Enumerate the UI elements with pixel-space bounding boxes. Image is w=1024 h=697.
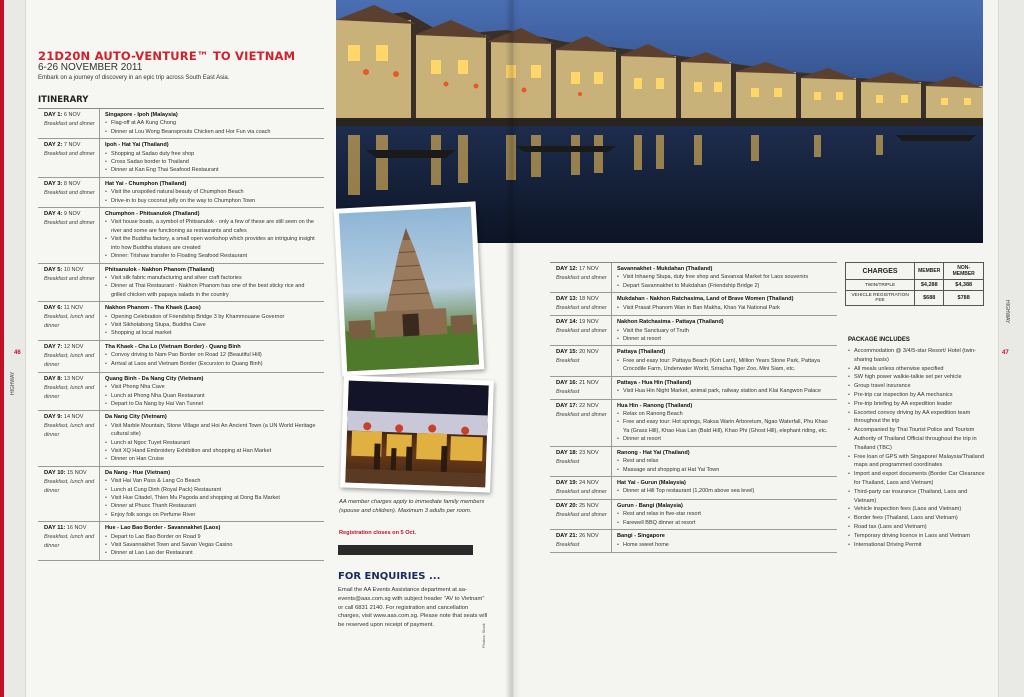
activity-item: • Lunch at Phong Nha Quan Restaurant <box>105 392 320 400</box>
activity-item: • Relax on Ranong Beach <box>617 410 833 418</box>
charges-nonmember-price: $4,388 <box>944 280 984 291</box>
activity-item: • Enjoy folk songs on Perfume River <box>105 511 320 519</box>
day-date: 13 NOV <box>63 375 84 382</box>
activity-item: • Rest and relax <box>617 457 833 465</box>
itinerary-day-cell <box>38 522 100 560</box>
route-title: Gurun - Bangi (Malaysia) <box>617 502 683 509</box>
package-list <box>848 347 986 549</box>
day-number: DAY 20: <box>556 502 578 509</box>
day-date: 11 NOV <box>63 305 84 312</box>
route-title: Chumphon - Phitsanulok (Thailand) <box>105 211 200 218</box>
activity-item: • Visit Inhaeng Stupa, duty free shop and Savanxai Market for Laos souvenirs <box>617 273 833 281</box>
day-number: DAY 8: <box>44 375 63 382</box>
itinerary-details-cell <box>100 411 324 465</box>
package-item: • Vehicle inspection fees (Laos and Vietnam) <box>848 505 986 514</box>
activity-item: • Shopping at Sadao duty free shop <box>105 150 320 158</box>
day-date: 6 NOV <box>63 112 81 118</box>
itinerary-details-cell <box>612 530 837 552</box>
itinerary-row <box>550 293 837 316</box>
day-meals: Breakfast and dinner <box>556 275 607 281</box>
itinerary-day-cell <box>38 373 100 411</box>
activity-item: • Lunch at Cung Dinh (Royal Pack) Restaurant <box>105 486 320 494</box>
activity-item: • Visit Phong Nha Cave <box>105 383 320 391</box>
activity-item: • Convoy driving to Nam Pao Border on Road 12 (Beautiful Hill) <box>105 351 320 359</box>
day-date: 12 NOV <box>63 343 84 350</box>
itinerary-day-cell <box>38 264 100 302</box>
activity-item: • Shopping at local market <box>105 329 320 337</box>
route-title: Tha Khaek - Cha Lo (Vietnam Border) - Quang Binh <box>105 343 241 350</box>
day-meals: Breakfast and dinner <box>44 189 95 196</box>
day-meals: Breakfast, lunch and dinner <box>44 534 95 550</box>
day-meals: Breakfast, lunch and dinner <box>44 352 95 368</box>
day-date: 9 NOV <box>63 211 81 218</box>
day-number: DAY 7: <box>44 343 63 350</box>
activity-list <box>105 218 320 260</box>
charges-row-label: VEHICLE REGISTRATION FEE <box>846 291 915 306</box>
activity-item: • Dinner at Hill Top restaurant (1,200m above sea level) <box>617 487 833 495</box>
activity-item: • Dinner: Trishaw transfer to Floating Seafood Restaurant <box>105 252 320 260</box>
day-date: 24 NOV <box>579 479 599 486</box>
activity-list <box>617 541 833 549</box>
activity-item: • Dinner at Thai Restaurant - Nakhon Phanom has one of the best sticky rice and grilled chicken with papaya salads in the country <box>105 282 320 299</box>
route-title: Phitsanulok - Nakhon Phanom (Thailand) <box>105 266 215 273</box>
route-title: Mukdahan - Nakhon Ratchasima, Land of Brave Women (Thailand) <box>617 296 794 303</box>
charges-member-price: $688 <box>915 291 944 306</box>
photo-credit: Photos: Stock <box>481 623 486 648</box>
itinerary-row <box>38 178 324 208</box>
itinerary-row <box>550 500 837 530</box>
route-title: Pattaya (Thailand) <box>617 349 666 356</box>
day-number: DAY 6: <box>44 305 63 312</box>
left-edge-accent <box>0 0 4 697</box>
activity-item: • Dinner at Lao Lao der Restaurant <box>105 549 320 557</box>
activity-item: • Visit Hua Hin Night Market, animal park, railway station and Klai Kangwon Palace <box>617 387 833 395</box>
route-title: Bangi - Singapore <box>617 533 665 540</box>
itinerary-details-cell <box>612 377 837 399</box>
temple-illustration <box>339 207 479 372</box>
activity-list <box>617 273 833 290</box>
day-number: DAY 12: <box>556 266 578 272</box>
day-date: 16 NOV <box>66 525 87 532</box>
night-market-photo <box>340 375 494 492</box>
activity-list <box>105 533 320 558</box>
day-date: 7 NOV <box>63 142 81 149</box>
activity-item: • Dinner at resort <box>617 335 833 343</box>
day-date: 20 NOV <box>579 349 599 356</box>
itinerary-details-cell <box>612 447 837 476</box>
charges-row <box>846 280 984 291</box>
route-title: Da Nang - Hue (Vietnam) <box>105 469 171 476</box>
day-date: 19 NOV <box>579 319 599 326</box>
itinerary-details-cell <box>612 400 837 446</box>
enquiries-body: Email the AA Events Assistance department at aa-events@aas.com.sg with subject header "AV to Vietnam" or call 6831 2140. For registration and cancellation charges, visit www.aas.com.sg. Please note that seats will be reserved upon receipt of payment. <box>338 587 488 629</box>
activity-list <box>617 457 833 474</box>
itinerary-day-cell <box>38 302 100 340</box>
day-meals: Breakfast and dinner <box>44 275 95 282</box>
itinerary-row <box>38 302 324 341</box>
day-meals: Breakfast <box>556 358 580 365</box>
itinerary-details-cell <box>612 316 837 345</box>
itinerary-table-right <box>550 262 837 553</box>
itinerary-day-cell <box>38 178 100 207</box>
route-title: Nakhon Ratchasima - Pattaya (Thailand) <box>617 319 724 326</box>
day-meals: Breakfast and dinner <box>556 511 607 518</box>
activity-item: • Home sweet home <box>617 541 833 549</box>
itinerary-details-cell <box>100 341 324 372</box>
itinerary-details-cell <box>100 522 324 560</box>
activity-item: • Visit the unspoiled natural beauty of Chumphon Beach <box>105 188 320 196</box>
day-date: 26 NOV <box>579 533 599 540</box>
left-page-number: 46 <box>14 350 21 356</box>
package-item: • Group travel insurance <box>848 382 986 391</box>
activity-list <box>105 188 320 205</box>
itinerary-details-cell <box>612 477 837 499</box>
charges-nonmember-price: $788 <box>944 291 984 306</box>
activity-list <box>105 119 320 136</box>
activity-item: • Visit Sikhotabong Stupa, Buddha Cave <box>105 321 320 329</box>
itinerary-row <box>550 263 837 293</box>
route-title: Hue - Lao Bao Border - Savannakhet (Laos) <box>105 525 221 532</box>
itinerary-row <box>38 341 324 373</box>
itinerary-table-left <box>38 108 324 561</box>
itinerary-details-cell <box>100 373 324 411</box>
temple-photo <box>334 201 485 376</box>
day-number: DAY 14: <box>556 319 578 326</box>
activity-item: • Massage and shopping at Hat Yai Town <box>617 466 833 474</box>
activity-item: • Dinner at Phuoc Thanh Restaurant <box>105 502 320 510</box>
package-item: • Accompanied by Thai Tourist Police and Tourism Authority of Thailand Official throughout the trip in Thailand (TBC) <box>848 426 986 452</box>
activity-item: • Depart to Da Nang by Hai Van Tunnel <box>105 400 320 408</box>
day-number: DAY 21: <box>556 533 578 540</box>
itinerary-row <box>550 346 837 376</box>
package-item: • Border fees (Thailand, Laos and Vietnam) <box>848 514 986 523</box>
activity-item: • Dinner at Lou Wong Beansprouts Chicken and Hor Fun via coach <box>105 128 320 136</box>
itinerary-row <box>38 264 324 303</box>
package-item: • SW high power walkie-talkie set per vehicle <box>848 373 986 382</box>
activity-item: • Visit XQ Hand Embroidery Exhibition and shopping at Han Market <box>105 447 320 455</box>
activity-list <box>105 477 320 519</box>
itinerary-day-cell <box>550 530 612 552</box>
itinerary-row <box>550 316 837 346</box>
itinerary-details-cell <box>100 264 324 302</box>
route-title: Savannakhet - Mukdahan (Thailand) <box>617 266 713 272</box>
activity-item: • Visit house boats, a symbol of Phitsanulok - only a few of these are still seen on the river and some are functioning as restaurants and cafes <box>105 218 320 235</box>
itinerary-day-cell <box>38 341 100 372</box>
itinerary-row <box>38 109 324 139</box>
activity-item: • Cross Sadao border to Thailand <box>105 158 320 166</box>
day-number: DAY 9: <box>44 414 63 421</box>
divider-bar <box>338 545 473 555</box>
market-illustration <box>345 381 488 488</box>
day-number: DAY 15: <box>556 349 578 356</box>
itinerary-details-cell <box>100 109 324 138</box>
itinerary-row <box>550 377 837 400</box>
activity-list <box>617 357 833 374</box>
itinerary-day-cell <box>38 139 100 177</box>
package-item: • Road tax (Laos and Vietnam) <box>848 523 986 532</box>
activity-list <box>617 410 833 444</box>
activity-list <box>617 510 833 527</box>
day-number: DAY 11: <box>44 525 66 532</box>
day-number: DAY 19: <box>556 479 578 486</box>
activity-item: • Drive-in to buy coconut jelly on the way to Chumphon Town <box>105 197 320 205</box>
route-title: Hua Hin - Ranong (Thailand) <box>617 402 693 409</box>
day-date: 10 NOV <box>63 266 84 273</box>
itinerary-day-cell <box>38 467 100 521</box>
charges-row-label: TWIN/TRIPLE <box>846 280 915 291</box>
day-meals: Breakfast, lunch and dinner <box>44 478 95 494</box>
package-item: • All meals unless otherwise specified <box>848 365 986 374</box>
itinerary-day-cell <box>550 400 612 446</box>
itinerary-row <box>38 139 324 178</box>
route-title: Nakhon Phanom - Tha Khaek (Laos) <box>105 305 201 312</box>
day-number: DAY 18: <box>556 449 578 456</box>
activity-item: • Visit Prasat Phanom Wan in Ban Makha, Khao Yai National Park <box>617 304 833 312</box>
left-side-label: HIGHWAY <box>10 371 16 395</box>
day-date: 22 NOV <box>579 402 599 409</box>
day-date: 18 NOV <box>579 296 599 303</box>
activity-item: • Lunch at Ngoc Tuyet Restaurant <box>105 439 320 447</box>
day-meals: Breakfast and dinner <box>556 328 607 335</box>
charges-row <box>846 291 984 306</box>
day-meals: Breakfast <box>556 542 580 549</box>
itinerary-details-cell <box>100 467 324 521</box>
activity-item: • Opening Celebration of Friendship Bridge 3 by Khammouane Governor <box>105 313 320 321</box>
package-item: • Accommodation @ 3/4/5-star Resort/ Hotel (twin-sharing basis) <box>848 347 986 365</box>
day-number: DAY 5: <box>44 266 63 273</box>
itinerary-day-cell <box>550 293 612 315</box>
package-item: • Escorted convoy driving by AA expedition team throughout the trip <box>848 409 986 427</box>
itinerary-details-cell <box>100 302 324 340</box>
activity-item: • Free and easy tour: Pattaya Beach (Koh Larn), Million Years Stone Park, Pattaya Crocodile Farm, Underwater World, Sriracha Tiger Zoo, Mini Siam, etc. <box>617 357 833 374</box>
itinerary-row <box>38 208 324 263</box>
route-title: Hat Yai - Gurun (Malaysia) <box>617 479 686 486</box>
activity-list <box>617 387 833 395</box>
activity-list <box>105 383 320 408</box>
itinerary-day-cell <box>38 411 100 465</box>
activity-item: • Arrival at Laos and Vietnam Border (Excursion to Quang Binh) <box>105 360 320 368</box>
intro-text: Embark on a journey of discovery in an epic trip across South East Asia. <box>38 75 230 81</box>
route-title: Ipoh - Hat Yai (Thailand) <box>105 142 169 149</box>
day-meals: Breakfast, lunch and dinner <box>44 423 95 439</box>
activity-list <box>617 304 833 312</box>
day-number: DAY 16: <box>556 379 578 386</box>
route-title: Da Nang City (Vietnam) <box>105 414 167 421</box>
activity-item: • Flag-off at AA Kung Chong <box>105 119 320 127</box>
day-meals: Breakfast and dinner <box>44 121 95 127</box>
itinerary-details-cell <box>612 346 837 375</box>
right-side-label: HIGHWAY <box>1004 300 1010 324</box>
enquiries-title: FOR ENQUIRIES ... <box>338 571 441 582</box>
charges-member-price: $4,288 <box>915 280 944 291</box>
itinerary-row <box>550 447 837 477</box>
activity-item: • Visit Hue Citadel, Thien Mu Pagoda and shopping at Dong Ba Market <box>105 494 320 502</box>
day-number: DAY 1: <box>44 112 63 118</box>
activity-list <box>105 422 320 464</box>
day-date: 25 NOV <box>579 502 599 509</box>
activity-item: • Free and easy tour: Hot springs, Raksa Warin Arboretum, Ngao Waterfall, Phu Khao Ya (Grass Hill), Khao Hua Lan (Bald Hill), Khao Phi (Ghost Hill), elephant riding, etc. <box>617 418 833 435</box>
itinerary-day-cell <box>38 109 100 138</box>
activity-item: • Visit the Sanctuary of Truth <box>617 327 833 335</box>
itinerary-day-cell <box>550 447 612 476</box>
activity-item: • Depart to Lao Bao Border on Road 9 <box>105 533 320 541</box>
itinerary-row <box>550 530 837 553</box>
package-item: • Temporary driving licence in Laos and Vietnam <box>848 532 986 541</box>
route-title: Quang Binh - Da Nang City (Vietnam) <box>105 375 204 382</box>
itinerary-details-cell <box>100 178 324 207</box>
activity-list <box>105 150 320 175</box>
activity-list <box>105 274 320 299</box>
activity-item: • Visit Hai Van Pass & Lang Co Beach <box>105 477 320 485</box>
page-title: 21D20N AUTO-VENTURE™ TO VIETNAM <box>38 49 296 63</box>
itinerary-details-cell <box>100 139 324 177</box>
activity-item: • Farewell BBQ dinner at resort <box>617 519 833 527</box>
book-gutter <box>505 0 521 697</box>
route-title: Hat Yai - Chumphon (Thailand) <box>105 180 187 187</box>
day-date: 14 NOV <box>63 414 84 421</box>
day-meals: Breakfast, lunch and dinner <box>44 384 95 400</box>
activity-list <box>617 327 833 344</box>
member-charges-note: AA member charges apply to immediate family members (spouse and children). Maximum 3 adults per room. <box>339 499 485 514</box>
itinerary-details-cell <box>100 208 324 262</box>
itinerary-row <box>550 400 837 447</box>
activity-list <box>105 351 320 368</box>
day-meals: Breakfast and dinner <box>556 411 607 418</box>
route-title: Pattaya - Hua Hin (Thailand) <box>617 379 692 386</box>
day-number: DAY 3: <box>44 180 63 187</box>
itinerary-day-cell <box>38 208 100 262</box>
route-title: Singapore - Ipoh (Malaysia) <box>105 112 178 118</box>
activity-item: • Rest and relax in five-star resort <box>617 510 833 518</box>
activity-item: • Visit silk fabric manufacturing and silver craft factories <box>105 274 320 282</box>
day-date: 8 NOV <box>63 180 81 187</box>
itinerary-row <box>550 477 837 500</box>
day-number: DAY 10: <box>44 469 66 476</box>
package-item: • Third-party car insurance (Thailand, Laos and Vietnam) <box>848 488 986 506</box>
day-number: DAY 4: <box>44 211 63 218</box>
day-date: 21 NOV <box>579 379 599 386</box>
charges-title: CHARGES <box>846 263 915 280</box>
activity-item: • Visit Savannakhet Town and Savan Vegas Casino <box>105 541 320 549</box>
itinerary-details-cell <box>612 500 837 529</box>
day-number: DAY 2: <box>44 142 63 149</box>
registration-deadline: Registration closes on 5 Oct. <box>339 530 417 536</box>
itinerary-row <box>38 522 324 561</box>
day-meals: Breakfast, lunch and dinner <box>44 314 95 330</box>
itinerary-row <box>38 411 324 466</box>
activity-item: • Depart Savannakhet to Mukdahan (Friendship Bridge 2) <box>617 282 833 290</box>
route-title: Ranong - Hat Yai (Thailand) <box>617 449 690 456</box>
day-number: DAY 13: <box>556 296 578 303</box>
itinerary-row <box>38 373 324 412</box>
package-item: • International Driving Permit <box>848 541 986 550</box>
day-meals: Breakfast <box>556 388 580 395</box>
package-title: PACKAGE INCLUDES <box>848 337 910 343</box>
activity-list <box>105 313 320 338</box>
itinerary-day-cell <box>550 500 612 529</box>
day-date: 23 NOV <box>579 449 599 456</box>
day-date: 17 NOV <box>579 266 599 272</box>
col-member: MEMBER <box>915 263 944 280</box>
day-meals: Breakfast and dinner <box>44 220 95 227</box>
activity-item: • Visit the Buddha factory, a small open workshop which provides an intriguing insight into how Buddha statues are created <box>105 235 320 252</box>
day-meals: Breakfast and dinner <box>556 305 607 312</box>
itinerary-day-cell <box>550 377 612 399</box>
itinerary-row <box>38 467 324 522</box>
activity-item: • Dinner on Han Cruise <box>105 455 320 463</box>
day-meals: Breakfast and dinner <box>44 151 95 158</box>
day-meals: Breakfast <box>556 458 580 465</box>
day-number: DAY 17: <box>556 402 578 409</box>
itinerary-day-cell <box>550 316 612 345</box>
charges-table <box>845 262 984 306</box>
activity-item: • Dinner at Kan Eng Thai Seafood Restaurant <box>105 166 320 174</box>
package-item: • Free loan of GPS with Singapore/ Malaysia/Thailand maps and programmed coordinates <box>848 453 986 471</box>
activity-item: • Dinner at resort <box>617 435 833 443</box>
trip-dates: 6-26 NOVEMBER 2011 <box>38 62 143 73</box>
itinerary-heading: ITINERARY <box>38 95 89 105</box>
itinerary-details-cell <box>612 263 837 292</box>
day-meals: Breakfast and dinner <box>556 488 607 495</box>
itinerary-day-cell <box>550 346 612 375</box>
itinerary-details-cell <box>612 293 837 315</box>
package-item: • Pre-trip car inspection by AA mechanics <box>848 391 986 400</box>
activity-item: • Visit Marble Mountain, Stone Village and Hoi An Ancient Town (a UN World Heritage cultural site) <box>105 422 320 439</box>
activity-list <box>617 487 833 495</box>
right-page-number: 47 <box>1002 350 1009 356</box>
itinerary-day-cell <box>550 477 612 499</box>
right-margin <box>998 0 1024 697</box>
package-item: • Pre-trip briefing by AA expedition leader <box>848 400 986 409</box>
col-nonmember: NON-MEMBER <box>944 263 984 280</box>
package-item: • Import and export documents (Border Car Clearance for Thailand, Laos and Vietnam) <box>848 470 986 488</box>
day-date: 15 NOV <box>67 469 87 476</box>
itinerary-day-cell <box>550 263 612 292</box>
